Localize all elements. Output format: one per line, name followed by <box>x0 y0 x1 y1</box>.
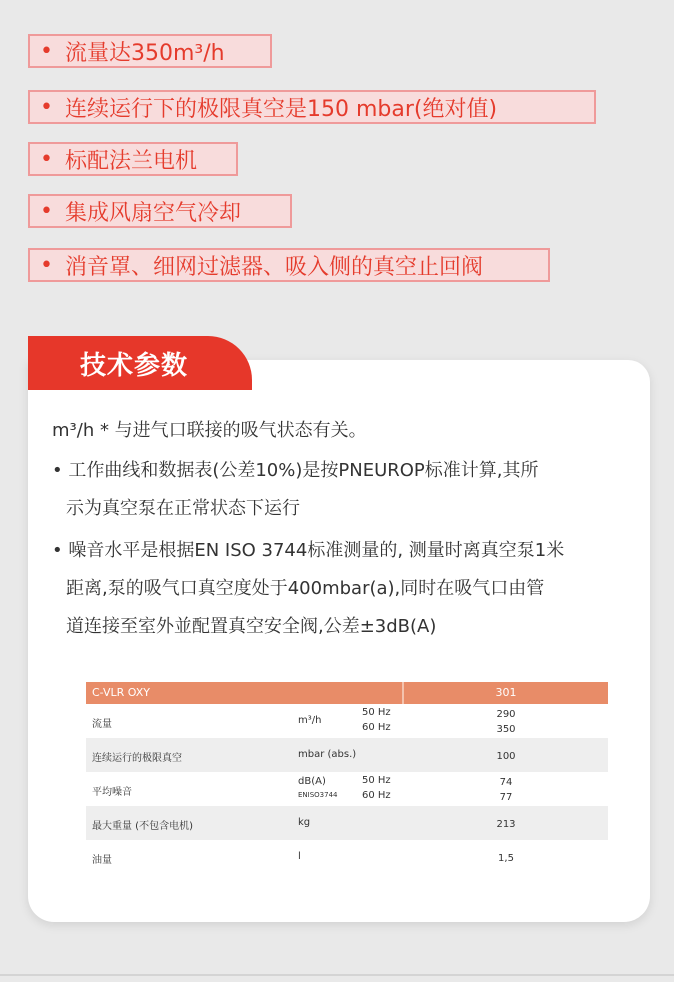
value: 77 <box>499 792 513 803</box>
param-unit: kg <box>298 817 311 828</box>
condition: 50 Hz <box>362 707 391 718</box>
feature-text: 连续运行下的极限真空是150 mbar(绝对值) <box>64 96 498 122</box>
note-line: 示为真空泵在正常状态下运行 <box>66 498 300 519</box>
note-line: 距离,泵的吸气口真空度处于400mbar(a),同时在吸气口由管 <box>66 578 545 599</box>
table-row <box>86 840 608 874</box>
product-label: C-VLR OXY <box>92 686 151 699</box>
bullet-icon: • <box>40 94 53 120</box>
param-label: 流量 <box>92 719 112 730</box>
feature-item <box>28 194 292 228</box>
table-row <box>86 806 608 840</box>
table-row <box>86 704 608 738</box>
feature-item <box>28 90 596 124</box>
feature-text: 集成风扇空气冷却 <box>64 200 241 226</box>
section-title: 技术参数 <box>80 350 189 381</box>
value: 290 <box>496 709 516 720</box>
param-label: 连续运行的极限真空 <box>92 753 182 764</box>
model-number: 301 <box>495 686 517 699</box>
divider <box>0 974 674 976</box>
bullet-icon: • <box>40 252 53 278</box>
param-label: 最大重量 (不包含电机) <box>92 821 193 832</box>
value: 1,5 <box>498 853 514 864</box>
spec-table-header <box>86 682 608 704</box>
feature-text: 标配法兰电机 <box>64 148 197 174</box>
param-label: 油量 <box>92 855 112 866</box>
feature-item <box>28 142 238 176</box>
note-line: • 噪音水平是根据EN ISO 3744标准测量的, 测量时离真空泵1米 <box>52 540 565 561</box>
feature-text: 流量达350m³/h <box>64 40 225 66</box>
value: 100 <box>496 751 516 762</box>
bullet-icon: • <box>40 146 53 172</box>
bullet-icon: • <box>40 198 53 224</box>
param-unit-standard: ENISO3744 <box>298 791 338 799</box>
table-row <box>86 738 608 772</box>
note-line: • 工作曲线和数据表(公差10%)是按PNEUROP标准计算,其所 <box>52 460 539 481</box>
note-line: m³/h * 与进气口联接的吸气状态有关。 <box>52 420 367 441</box>
section-tab <box>28 336 252 390</box>
condition: 50 Hz <box>362 775 391 786</box>
param-unit: dB(A) <box>298 776 326 787</box>
feature-item <box>28 34 272 68</box>
param-unit: mbar (abs.) <box>298 749 357 760</box>
value: 213 <box>496 819 516 830</box>
param-unit: l <box>298 851 301 862</box>
param-label: 平均噪音 <box>92 787 132 798</box>
condition: 60 Hz <box>362 790 391 801</box>
note-line: 道连接至室外並配置真空安全阀,公差±3dB(A) <box>66 616 437 637</box>
spec-table <box>86 682 608 874</box>
bullet-icon: • <box>40 38 53 64</box>
value: 350 <box>496 724 516 735</box>
value: 74 <box>499 777 513 788</box>
param-unit: m³/h <box>298 715 322 726</box>
table-row <box>86 772 608 806</box>
feature-item <box>28 248 550 282</box>
feature-text: 消音罩、细网过滤器、吸入侧的真空止回阀 <box>64 254 483 280</box>
condition: 60 Hz <box>362 722 391 733</box>
